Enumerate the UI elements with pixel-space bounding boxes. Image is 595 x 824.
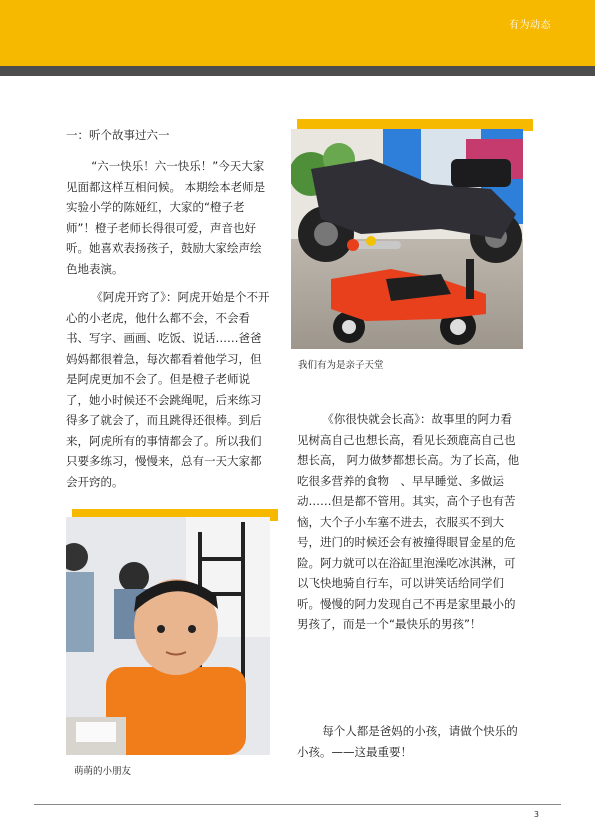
footer-divider (34, 804, 561, 805)
paragraph-ahu: 《阿虎开窍了》：阿虎开始是个不开心的小老虎，他什么都不会，不会看书、写字、画画、吃饭、说话……爸爸妈妈都很着急，每次都看着他学习，但是阿虎更加不会了。但是橙子老师说了，她小时候还不会跳绳呢，后来练习得多了就会了，而且跳得还很棒。到后来，阿虎所有的事情都会了。所以我们只要多练习，慢慢来，总有一天大家都会开窍的。 (66, 290, 270, 489)
child-photo-illustration (66, 517, 270, 755)
photo-caption-bottom: 萌萌的小朋友 (74, 766, 132, 777)
photo-caption-top: 我们有为是亲子天堂 (298, 360, 384, 371)
paragraph-closing: 每个人都是爸妈的小孩，请做个快乐的小孩。——这最重要！ (297, 724, 518, 759)
paragraph-intro: “六一快乐！六一快乐！”今天大家见面都这样互相问候。 本期绘本老师是实验小学的陈娅红，大家的“橙子老师”！橙子老师长得很可爱，声音也好听。她喜欢表扬孩子，鼓励大家绘声绘色地表演。 (66, 159, 266, 276)
section-title: 一：听个故事过六一 (66, 128, 170, 142)
paragraph-ali: 《你很快就会长高》：故事里的阿力看见树高自己也想长高，看见长颈鹿高自己也想长高， 阿力做梦都想长高。为了长高，他吃很多营养的食物 、早早睡觉、多做运动……但是都不管用。其实，高个子也有苦恼，大个子小车塞不进去，衣服买不到大号，进门的时候还会有被撞得眼冒金星的危险。阿力就可以在浴缸里泡澡吃冰淇淋，可以飞快地骑自行车，可以讲笑话给同学们听。慢慢的阿力发现自己不再是家里最小的男孩了，而是一个“最快乐的男孩”！ (297, 412, 520, 631)
motorcycle-photo-illustration (291, 129, 523, 349)
header-band (0, 0, 595, 66)
header-stripe (0, 66, 595, 76)
photo-child (66, 517, 270, 755)
header-title: 有为动态 (509, 20, 551, 31)
photo-toy-motorcycles (291, 129, 523, 349)
page-number: 3 (533, 810, 539, 819)
